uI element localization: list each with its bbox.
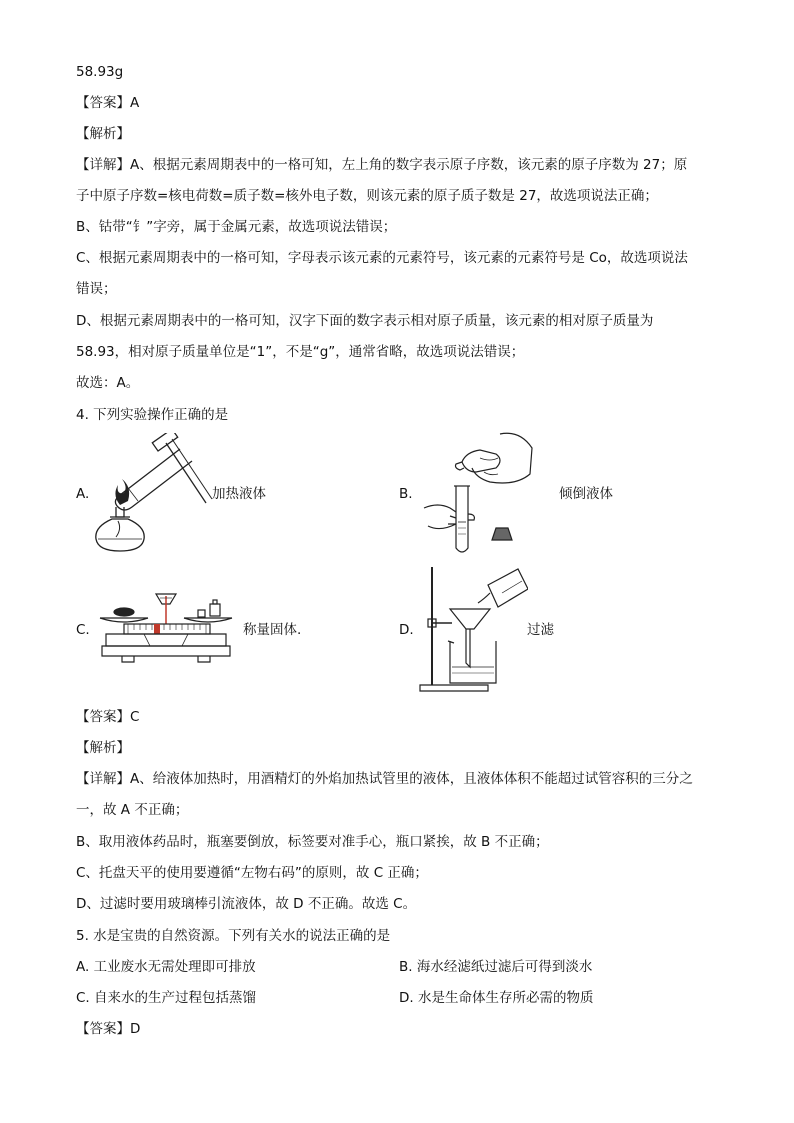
answer-label: 【答案】C xyxy=(76,709,140,725)
balance-illustration xyxy=(94,590,236,665)
option-letter-c: C. xyxy=(76,622,90,638)
caption-a: 加热液体 xyxy=(212,486,266,502)
filtration-illustration xyxy=(418,563,528,693)
text-line: 58.93g xyxy=(76,64,124,80)
text-line: B、钴带“钅”字旁，属于金属元素，故选项说法错误； xyxy=(76,219,397,235)
caption-d: 过滤 xyxy=(527,622,554,638)
option-letter-b: B. xyxy=(399,486,413,502)
option-c: C. 自来水的生产过程包括蒸馏 xyxy=(76,990,257,1006)
heating-liquid-illustration xyxy=(88,433,213,558)
text-line: B、取用液体药品时，瓶塞要倒放，标签要对准手心，瓶口紧挨，故 B 不正确； xyxy=(76,834,549,850)
option-letter-d: D. xyxy=(399,622,414,638)
text-line: 一，故 A 不正确； xyxy=(76,802,189,818)
text-line: 【详解】A、根据元素周期表中的一格可知，左上角的数字表示原子序数，该元素的原子序数为 27；原 xyxy=(76,157,688,173)
text-line: D、根据元素周期表中的一格可知，汉字下面的数字表示相对原子质量，该元素的相对原子质量为 xyxy=(76,313,654,329)
question-title: 4. 下列实验操作正确的是 xyxy=(76,407,229,423)
answer-label: 【答案】D xyxy=(76,1021,141,1037)
answer-label: 【答案】A xyxy=(76,95,140,111)
option-b: B. 海水经滤纸过滤后可得到淡水 xyxy=(399,959,593,975)
pouring-liquid-illustration xyxy=(420,428,540,558)
text-line: 错误； xyxy=(76,281,117,297)
question-title: 5. 水是宝贵的自然资源。下列有关水的说法正确的是 xyxy=(76,928,391,944)
text-line: 子中原子序数=核电荷数=质子数=核外电子数，则该元素的原子质子数是 27，故选项说法正确； xyxy=(76,188,658,204)
text-line: 【详解】A、给液体加热时，用酒精灯的外焰加热试管里的液体，且液体体积不能超过试管容积的三分之 xyxy=(76,771,693,787)
text-line: C、托盘天平的使用要遵循“左物右码”的原则，故 C 正确； xyxy=(76,865,428,881)
analysis-label: 【解析】 xyxy=(76,126,130,142)
option-d: D. 水是生命体生存所必需的物质 xyxy=(399,990,594,1006)
option-letter-a: A. xyxy=(76,486,90,502)
option-a: A. 工业废水无需处理即可排放 xyxy=(76,959,256,975)
text-line: C、根据元素周期表中的一格可知，字母表示该元素的元素符号，该元素的元素符号是 Co，故选项说法 xyxy=(76,250,688,266)
analysis-label: 【解析】 xyxy=(76,740,130,756)
text-line: D、过滤时要用玻璃棒引流液体，故 D 不正确。故选 C。 xyxy=(76,896,417,912)
text-line: 故选：A。 xyxy=(76,375,140,391)
caption-c: 称量固体. xyxy=(243,622,302,638)
caption-b: 倾倒液体 xyxy=(559,486,613,502)
text-line: 58.93，相对原子质量单位是“1”，不是“g”，通常省略，故选项说法错误； xyxy=(76,344,525,360)
